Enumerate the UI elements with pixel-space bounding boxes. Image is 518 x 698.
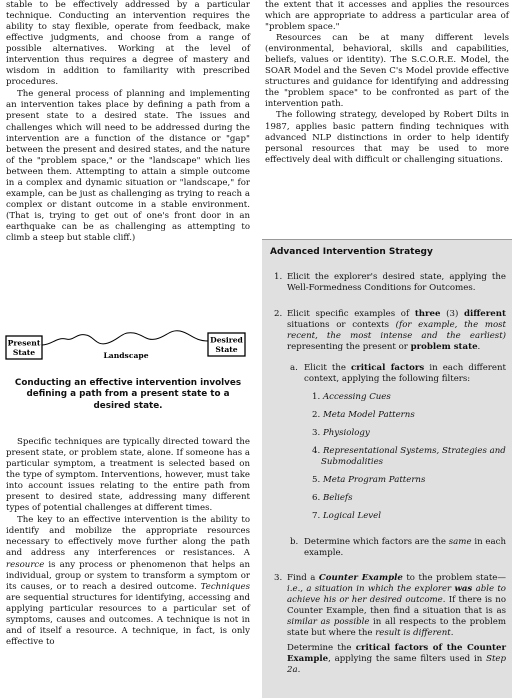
step-2b: b. Determine which factors are the same in each example. [290, 537, 506, 559]
filter-item: 7. Logical Level [312, 511, 381, 521]
filter-item: 5. Meta Program Patterns [312, 475, 426, 485]
paragraph: Specific techniques are typically directed toward the present state, or problem state, alone. If someone has a particular symptom, a treatment is selected based on the type of symptom. Interventions, however, must take into account issues relating to the entire path from present to desired state, addressing many different types of potential challenges at different times. [6, 437, 250, 514]
filter-item: 2. Meta Model Patterns [312, 410, 415, 420]
desired-state-label: Desired [210, 335, 243, 345]
paragraph: The key to an effective intervention is the ability to identify and mobilize the appropriate resources necessary to effectively move further along the path and address any interferences or resistances. A resource is any process or phenomenon that helps an individual, group or system to transform a symptom or its causes, or to reach a desired outcome. Techniques are sequential structures for identifying, accessing and applying particular resources to a particular set of symptoms, causes and outcomes. A technique is not in and of itself a resource. A technique, in fact, is only effective to [6, 515, 250, 647]
filter-item: 1. Accessing Cues [312, 392, 391, 402]
present-state-label: State [12, 348, 36, 357]
strategy-box [262, 239, 512, 698]
left-column [6, 0, 250, 244]
desired-state-label: State [215, 345, 238, 354]
paragraph: the extent that it accesses and applies the resources which are appropriate to address a particular area of "problem space." [265, 0, 509, 33]
left-column-lower [6, 437, 250, 648]
step-2: 2. Elicit specific examples of three (3) different situations or contexts (for example, the most recent, the most intense and the earliest) representing the present or problem state. [274, 309, 507, 353]
present-state-label: Present [7, 338, 41, 348]
paragraph: The following strategy, developed by Robert Dilts in 1987, applies basic pattern finding techniques with advanced NLP distinctions in order to help identify personal resources that may be used to more effectively deal with difficult or challenging situations. [265, 110, 509, 165]
step-1: 1. Elicit the explorer's desired state, applying the Well-Formedness Conditions for Outcomes. [274, 272, 506, 294]
filter-item: 3. Physiology [312, 428, 370, 438]
path-diagram [4, 327, 254, 375]
strategy-title: Advanced Intervention Strategy [270, 247, 433, 257]
baseline [42, 341, 208, 345]
step-3: 3. Find a Counter Example to the problem state—i.e., a situation in which the explorer was able to achieve his or her desired outcome. If there is no Counter Example, then find a situation that is as similar as possible in all respects to the problem state but where the result is different. Determine the critical factors of the Counter Example, applying the same filters used in Step 2a. [274, 573, 506, 676]
figure-caption: Conducting an effective intervention involves defining a path from a present state to a desired state. [14, 378, 242, 411]
filter-item: 6. Beliefs [312, 493, 353, 503]
paragraph: Resources can be at many different levels (environmental, behavioral, skills and capabilities, beliefs, values or identity). The S.C.O.R.E. Model, the SOAR Model and the Seven C's Model provide effective structures and guidance for identifying and addressing the "problem space" to be confronted as part of the intervention path. [265, 33, 509, 110]
landscape-label: Landscape [103, 351, 149, 360]
paragraph: stable to be effectively addressed by a particular technique. Conducting an intervention requires the ability to stay flexible, operate from feedback, make effective judgments, and choose from a range of possible alternatives. Working at the level of intervention thus requires a degree of mastery and wisdom in addition to familiarity with prescribed procedures. [6, 0, 250, 88]
right-column [265, 0, 509, 166]
filter-item: 4. Representational Systems, Strategies and Submodalities [312, 446, 506, 468]
paragraph: The general process of planning and implementing an intervention takes place by defining a path from a present state to a desired state. The issues and challenges which will need to be addressed during the intervention are a function of the distance or "gap" between the present and desired states, and the nature of the "problem space," or the "landscape" which lies between them. Attempting to attain a simple outcome in a complex and dynamic situation or "landscape," for example, can be just as challenging as trying to reach a complex or distant outcome in a stable environment. (That is, trying to get out of one's front door in an earthquake can be as challenging as attempting to climb a steep but stable cliff.) [6, 89, 250, 243]
step-2a: a. Elicit the critical factors in each different context, applying the following filters: [290, 363, 506, 385]
landscape-line [42, 331, 208, 345]
